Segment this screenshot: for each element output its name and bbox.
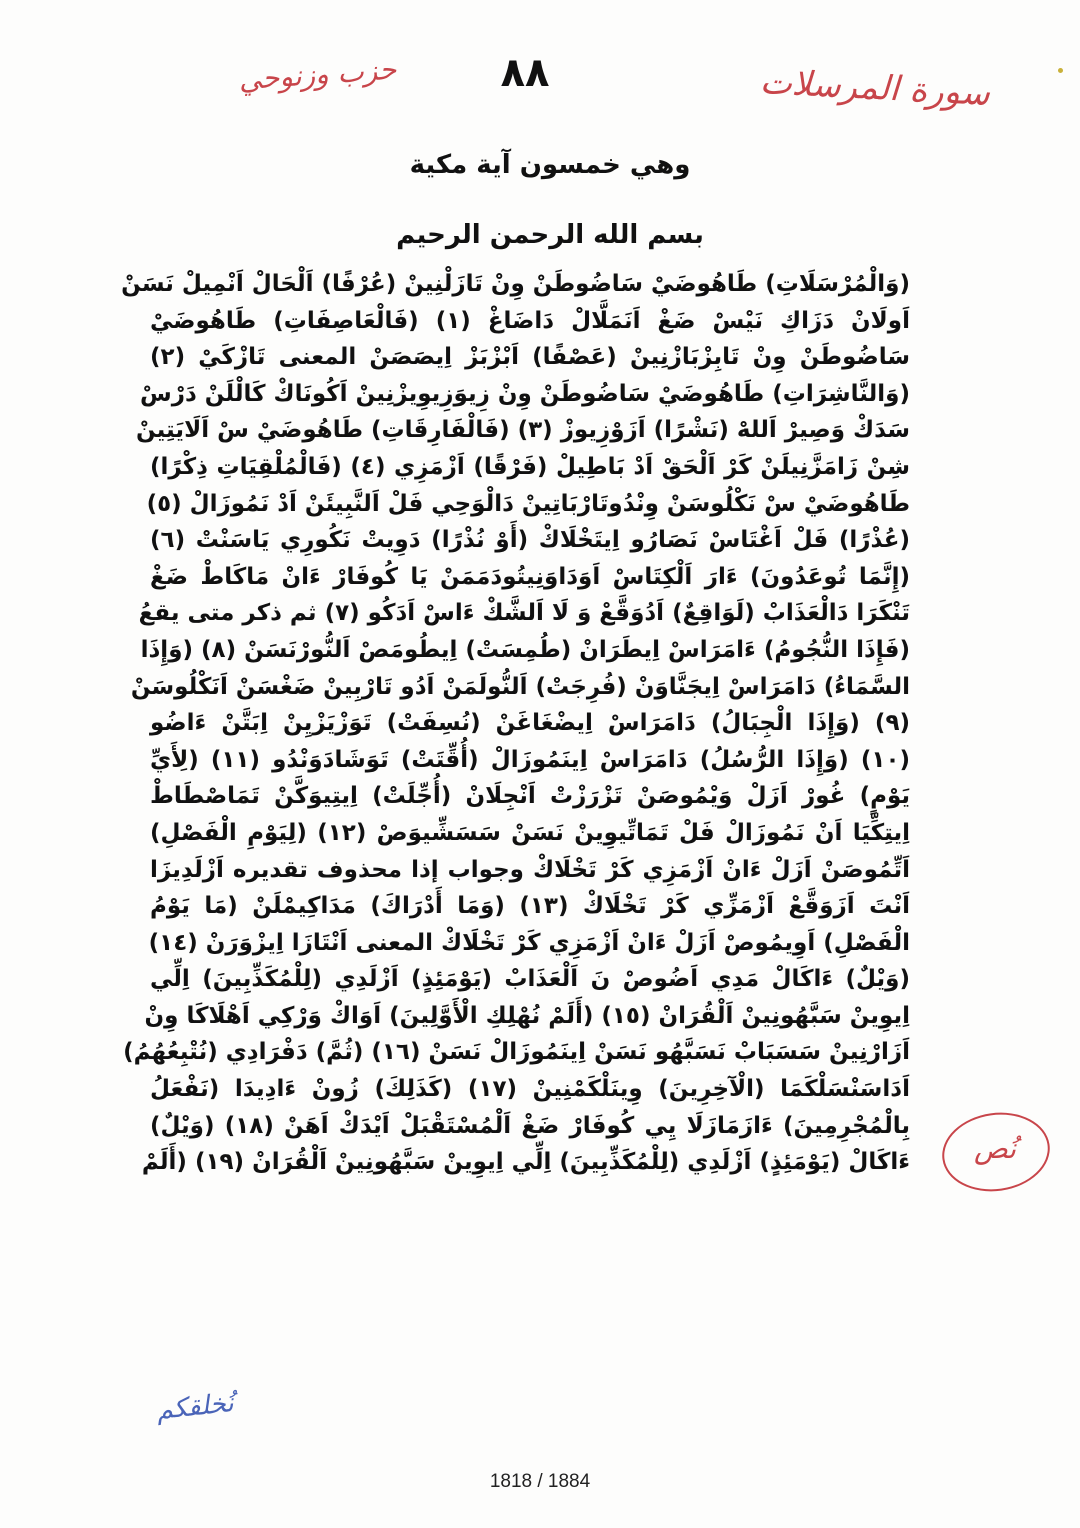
- text-line: ءَاكَالْ (يَوْمَئِذٍ) اَزْلَدِي (لِلْمُكَذِّبِينَ) اِلِّي اِيوِينْ سَبَّهُونِينْ اَلْقُرَانْ (١٩) (أَلَمْ: [141, 1149, 910, 1176]
- surah-subtitle: وهي خمسون آية مكية: [409, 150, 691, 180]
- text-line: اَزَارْنِينْ سَسَبَابْ نَسَبَّهُو نَسَنْ اِينَمُوزَالْ نَسَنْ (١٦) (ثُمَّ) دَفْرَادِي (نُتْبِعُهُمُ): [123, 1039, 910, 1066]
- ink-dot: [1058, 68, 1063, 73]
- text-line: سَدَكْ وَصِيرْ اَللهْ (نَشْرًا) اَزَوْزِيوزْ (٣) (فَالْفَارِقَاتِ) طَاهُوضَيْ سْ اَلَايَتِينْ: [135, 417, 910, 444]
- text-line: (إِنَّمَا تُوعَدُونَ) ءَارَ اَلْكِتَاسْ اَوَدَاوَنِيتُودَمَمَنْ يَا كُوفَارْ ءَانْ مَاكَاطْ ضَغْ: [150, 563, 910, 590]
- text-line: اِيتِكِّيَا اَنْ نَمُوزَالْ فَلْ تَمَاتِّيوِينْ نَسَنْ سَسَشِّيوَصْ (١٢) (لِيَوْمِ الْفَصْلِ): [150, 819, 910, 846]
- text-line: الْفَصْلِ) اَوِيمُوصْ اَزَلْ ءَانْ اَزْمَزِي كَرْ تَخْلَاكْ المعنى اَنْتَازَا اِيزْوَرَنْ (١٤): [148, 929, 910, 956]
- text-line: (فَإِذَا النُّجُومُ) ءَامَرَاسْ اِيطَرَانْ (طُمِسَتْ) اِيطُومَصْ اَلنُّورْنَسَنْ (٨) (وَإِذَا: [140, 636, 910, 663]
- text-line: (وَالْمُرْسَلَاتِ) طَاهُوضَيْ سَاضُوطَنْ وِنْ تَازَلْنِينْ (عُرْفًا) اَلْحَالْ اَنْمِيلْ نَسَنْ: [121, 271, 910, 297]
- text-line: (وَالنَّاشِرَاتِ) طَاهُوضَيْ سَاضُوطَنْ وِنْ زِيوَزِيوِيزْنِينْ اَكُونَاكْ كَالْلَنْ دَرْسْ: [140, 380, 910, 407]
- hizb-handwritten-note: حزب وزنوحي: [237, 52, 398, 97]
- text-line: طَاهُوضَيْ سْ نَكْلُوسَنْ وِنْدُوتَارْبَاتِينْ دَالْوَحِي فَلْ اَلنَّبِيئَنْ اَدْ نَمُوزَالْ (٥): [146, 490, 910, 517]
- text-line: تَنْكَرَا دَالْعَذَابْ (لَوَاقِعٌ) اَدُوَقَّعْ وَ لَا اَلشَّكْ ءَاسْ اَدَكُو (٧) ثم ذكر متى يقعُ: [138, 600, 910, 627]
- text-line: يَوْمٍ) غُورْ اَزَلْ وَيْمُوصَنْ تَزْرَزْتْ اَنْجِلَانْ (أُجِّلَتْ) اِيتِيوَكَّنْ تَمَاصْطَاطْ: [150, 783, 910, 810]
- text-line: (وَيْلٌ) ءَاكَالْ مَدِي اَضُوصْ نَ اَلْعَذَابْ (يَوْمَئِذٍ) اَزْلَدِي (لِلْمُكَذِّبِينَ) اِلِّي: [150, 966, 910, 993]
- text-line: سَاضُوطَنْ وِنْ تَابِزْبَازْنِينْ (عَصْفًا) اَبْزْبَزْ اِيصَصَنْ المعنى تَازْكَيْ (٢): [150, 344, 910, 371]
- text-line: اَتِّمُوصَنْ اَزَلْ ءَانْ اَزْمَزِي كَرْ تَخْلَاكْ وجواب إذا محذوف تقديره اَزْلَدِيزَا: [150, 856, 910, 883]
- text-line: اَولَانْ دَزَاكِ نَيْسْ ضَغْ اَنَمَلَّالْ دَاضَاغْ (١) (فَالْعَاصِفَاتِ) طَاهُوضَيْ: [150, 307, 910, 334]
- catchword: نُخلقكم: [154, 1388, 236, 1426]
- text-line: (٩) (وَإِذَا الْجِبَالُ) دَامَرَاسْ اِيضْغَاغَنْ (نُسِفَتْ) تَوَزْيَزْيِنْ اِبَتَّنْ ءَاضُو: [150, 710, 910, 737]
- page-number: ٨٨: [500, 50, 550, 96]
- page-counter: 1818 / 1884: [489, 1471, 591, 1492]
- text-line: اِيوِينْ سَبَّهُونِينْ اَلْقُرَانْ (١٥) (أَلَمْ نُهْلِكِ الْأَوَّلِينَ) اَوَاكْ وَرْكِي اَهْلَاكَا وِنْ: [144, 1002, 910, 1029]
- text-line: السَّمَاءُ) دَامَرَاسْ اِيجَنَّاوَنْ (فُرِجَتْ) اَلنُّولَمَنْ اَدُو تَارْبِينْ ضَغْسَنْ اَنَكْلُوسَنْ: [130, 673, 910, 700]
- text-line: (عُذْرًا) فَلْ اَغْتَاسْ نَصَارُو اِيتَخْلَاكْ (أَوْ نُذْرًا) دَوِيتْ نَكُورِي يَاسَنْتْ (٦): [150, 527, 910, 554]
- margin-note: نُص: [973, 1132, 1017, 1165]
- body-text: [121, 266, 910, 1181]
- text-line: (١٠) (وَإِذَا الرُّسُلُ) دَامَرَاسْ اِينَمُوزَالْ (أُقِّتَتْ) تَوَشَادَوَنْدُو (١١) (لِأَيِّ: [150, 746, 910, 773]
- basmala: بسم الله الرحمن الرحيم: [396, 220, 704, 250]
- text-line: شِنْ زَامَزَّنِيلَنْ كَرْ اَلْحَقْ اَدْ بَاطِيلْ (فَرْقًا) اَزْمَزِي (٤) (فَالْمُلْقِيَاتِ ذِكْرًا): [150, 453, 910, 480]
- text-line: بِالْمُجْرِمِينَ) ءَازَمَازَلَا يِي كُوفَارْ ضَغْ اَلْمُسْتَقْبَلْ اَيْدَكْ اَهَنْ (١٨) (وَيْلٌ): [150, 1112, 910, 1139]
- text-line: اَنْتَ اَزَوَقَّعْ اَزْمَزِّي كَرْ تَخْلَاكْ (١٣) (وَمَا أَدْرَاكَ) مَدَاكِيمْلَنْ (مَا يَوْمُ: [150, 893, 910, 920]
- text-line: اَدَاسَنْسَلْكَمَا (الْآخِرِينَ) وِينَلْكَمْنِينْ (١٧) (كَذَلِكَ) زُونْ ءَادِيدَا (نَفْعَلُ: [150, 1076, 910, 1103]
- surah-handwritten-note: سورة المرسلات: [759, 62, 991, 114]
